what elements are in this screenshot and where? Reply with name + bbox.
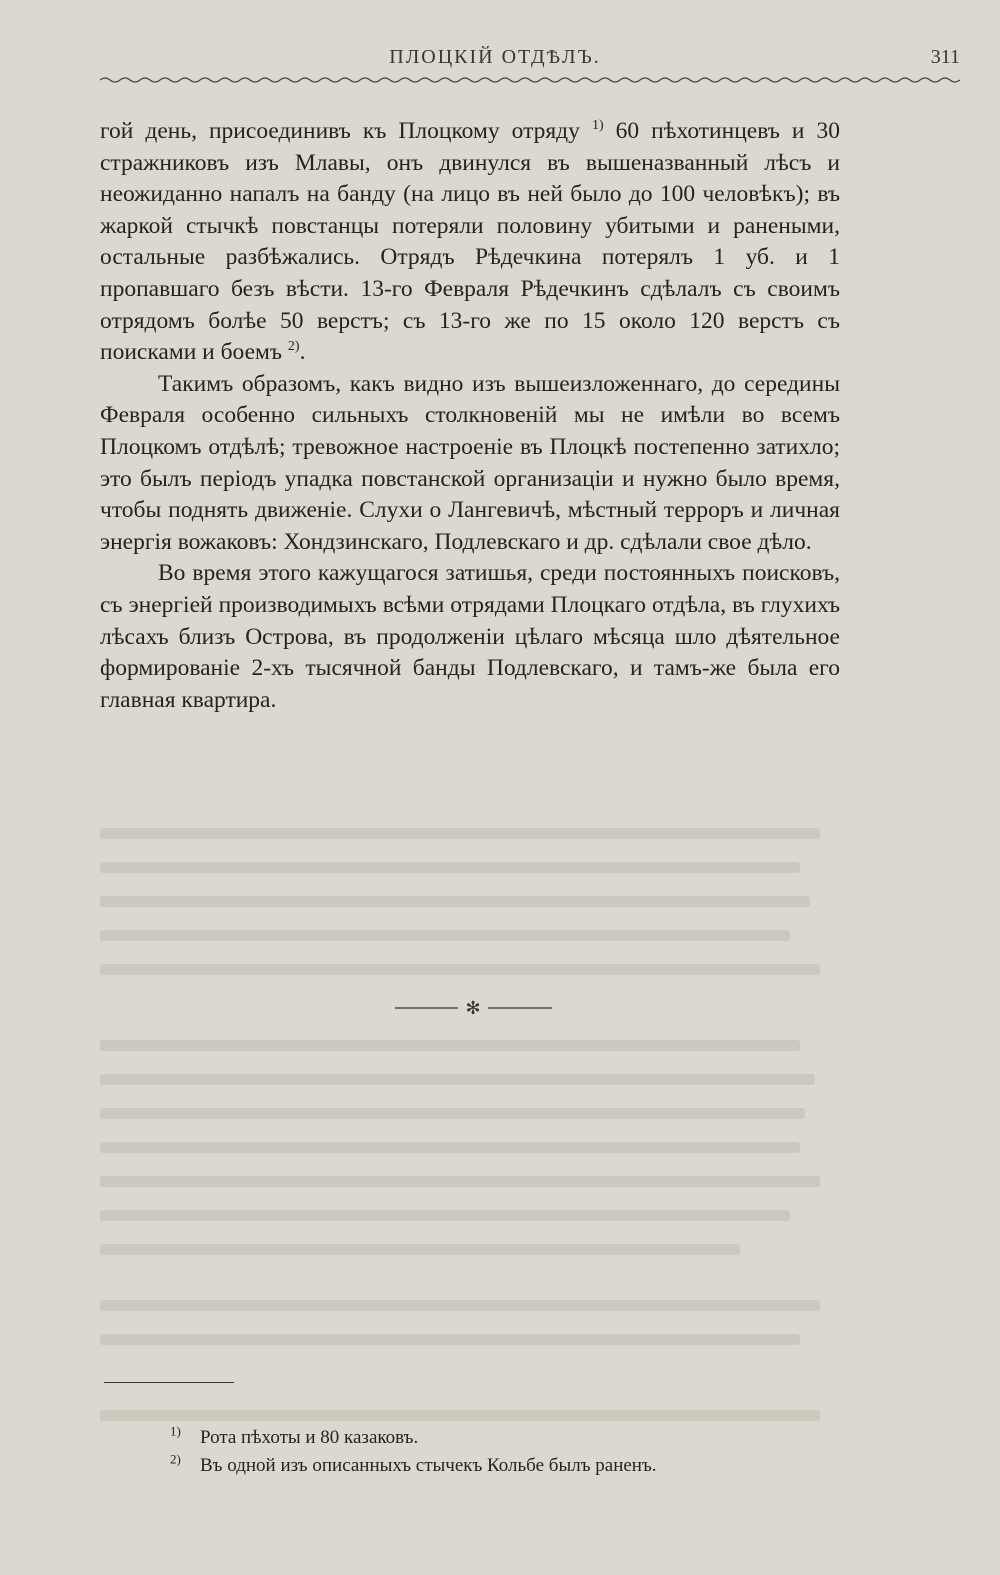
section-ornament (0, 996, 1000, 1020)
paragraph-1-text: гой день, присоединивъ къ Плоцкому отряду (100, 118, 580, 144)
paragraph-1-text-cont: 60 пѣхотинцевъ и 30 стражниковъ изъ Млавы, онъ двинулся въ вышеназванный лѣсъ и неожиданно напалъ на банду (на лицо въ ней было до 100 человѣкъ); въ жаркой стычкѣ повстанцы потеряли половину убитыми и ранеными, остальные разбѣжались. Отрядъ Рѣдечкина потерялъ 1 уб. и 1 пропавшаго безъ вѣсти. 13-го Февраля Рѣдечкинъ сдѣлалъ съ своимъ отрядомъ болѣе 50 верстъ; съ 13-го же по 15 около 120 верстъ съ поисками и боемъ (100, 118, 841, 366)
footnote-1-text: Рота пѣхоты и 80 казаковъ. (200, 1427, 419, 1448)
footnote-1 (170, 1424, 870, 1452)
wavy-header-rule (100, 76, 960, 84)
footnote-2-text: Въ одной изъ описанныхъ стычекъ Кольбе былъ раненъ. (200, 1455, 657, 1476)
footnote-2-mark: 2) (170, 1451, 181, 1467)
footnote-ref-2: 2) (287, 339, 300, 355)
footnote-rule (104, 1382, 234, 1383)
footnotes (170, 1424, 870, 1480)
footnote-1-mark: 1) (170, 1423, 181, 1439)
paragraph-1-end: . (299, 339, 306, 366)
footnote-ref-1: 1) (591, 118, 604, 134)
ornament-glyph: ✻ (465, 998, 481, 1019)
paragraph-3: Во время этого кажущагося затишья, среди постоянныхъ поисковъ, съ энергіей производимыхъ всѣми отрядами Плоцкаго отдѣла, въ глухихъ лѣсахъ близъ Острова, въ продолженіи цѣлаго мѣсяца шло дѣятельное формированіе 2-хъ тысячной банды Подлевскаго, и тамъ-же была его главная квартира. (100, 560, 840, 713)
page-number: 311 (930, 46, 960, 68)
running-title: ПЛОЦКІЙ ОТДѢЛЪ. (389, 46, 601, 68)
paragraph-1 (100, 116, 840, 369)
body-text (100, 116, 840, 716)
footnote-2 (170, 1452, 870, 1480)
paragraph-2: Такимъ образомъ, какъ видно изъ вышеизложеннаго, до середины Февраля особенно сильныхъ столкновеній мы не имѣли во всемъ Плоцкомъ отдѣлѣ; тревожное настроеніе въ Плоцкѣ постепенно затихло; это былъ періодъ упадка повстанской организаціи и нужно было время, чтобы поднять движеніе. Слухи о Лангевичѣ, мѣстный терроръ и личная энергія вожаковъ: Хондзинскаго, Подлевскаго и др. сдѣлали свое дѣло. (100, 370, 840, 555)
running-head (0, 46, 1000, 76)
